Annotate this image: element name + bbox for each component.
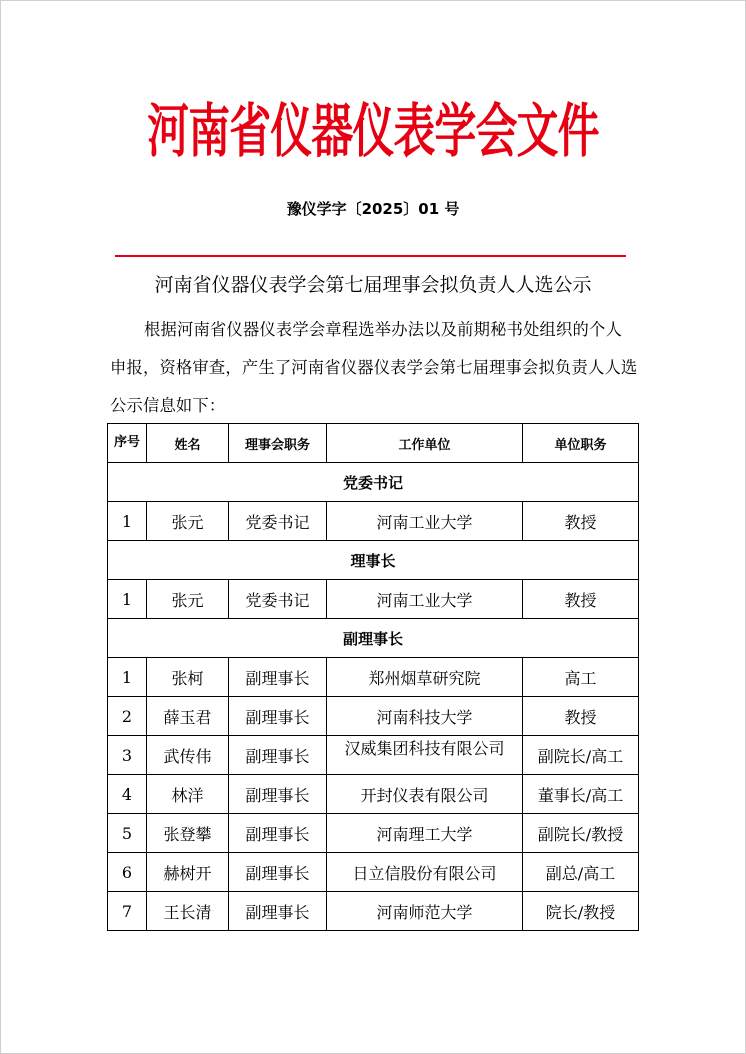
- cell-name: 张登攀: [147, 814, 229, 853]
- table-row: [108, 775, 639, 814]
- cell-position: 副院长/教授: [523, 814, 639, 853]
- table-row: [108, 814, 639, 853]
- header-position: 单位职务: [523, 424, 639, 463]
- cell-seq: 1: [108, 502, 147, 541]
- table-row: [108, 697, 639, 736]
- cell-seq: 6: [108, 853, 147, 892]
- cell-name: 薛玉君: [147, 697, 229, 736]
- section-row: [108, 541, 639, 580]
- cell-position: 副院长/高工: [523, 736, 639, 775]
- cell-council-role: 副理事长: [229, 814, 327, 853]
- section-row: [108, 463, 639, 502]
- cell-position: 院长/教授: [523, 892, 639, 931]
- cell-council-role: 副理事长: [229, 658, 327, 697]
- red-divider-line: [115, 255, 626, 257]
- candidate-table: [107, 423, 639, 931]
- cell-seq: 3: [108, 736, 147, 775]
- table-row: [108, 580, 639, 619]
- section-title: 副理事长: [108, 619, 639, 658]
- cell-employer: 河南工业大学: [327, 580, 523, 619]
- cell-council-role: 党委书记: [229, 502, 327, 541]
- cell-name: 武传伟: [147, 736, 229, 775]
- cell-employer: 河南工业大学: [327, 502, 523, 541]
- cell-name: 张柯: [147, 658, 229, 697]
- header-council-role: 理事会职务: [229, 424, 327, 463]
- cell-seq: 2: [108, 697, 147, 736]
- cell-employer: 河南科技大学: [327, 697, 523, 736]
- cell-name: 王长清: [147, 892, 229, 931]
- cell-seq: 1: [108, 658, 147, 697]
- cell-position: 高工: [523, 658, 639, 697]
- table-row: [108, 892, 639, 931]
- cell-name: 林洋: [147, 775, 229, 814]
- notice-title: 河南省仪器仪表学会第七届理事会拟负责人人选公示: [154, 274, 592, 296]
- cell-name: 张元: [147, 502, 229, 541]
- section-title: 理事长: [108, 541, 639, 580]
- document-number: 豫仪学字〔2025〕01 号: [286, 200, 460, 218]
- cell-position: 副总/高工: [523, 853, 639, 892]
- cell-employer: 汉威集团科技有限公司: [327, 736, 523, 775]
- cell-seq: 4: [108, 775, 147, 814]
- cell-council-role: 副理事长: [229, 736, 327, 775]
- cell-council-role: 副理事长: [229, 775, 327, 814]
- header-name: 姓名: [147, 424, 229, 463]
- cell-position: 教授: [523, 697, 639, 736]
- cell-council-role: 党委书记: [229, 580, 327, 619]
- cell-seq: 1: [108, 580, 147, 619]
- cell-seq: 5: [108, 814, 147, 853]
- cell-council-role: 副理事长: [229, 892, 327, 931]
- table-row: [108, 736, 639, 775]
- cell-position: 董事长/高工: [523, 775, 639, 814]
- cell-employer: 河南师范大学: [327, 892, 523, 931]
- cell-employer: 郑州烟草研究院: [327, 658, 523, 697]
- table-row: [108, 853, 639, 892]
- table-row: [108, 658, 639, 697]
- table-body: [108, 463, 639, 931]
- cell-council-role: 副理事长: [229, 853, 327, 892]
- cell-seq: 7: [108, 892, 147, 931]
- cell-position: 教授: [523, 580, 639, 619]
- table-header-row: [108, 424, 639, 463]
- cell-employer: 开封仪表有限公司: [327, 775, 523, 814]
- section-title: 党委书记: [108, 463, 639, 502]
- cell-employer: 日立信股份有限公司: [327, 853, 523, 892]
- cell-position: 教授: [523, 502, 639, 541]
- cell-council-role: 副理事长: [229, 697, 327, 736]
- cell-name: 赫树开: [147, 853, 229, 892]
- notice-intro-paragraph: 根据河南省仪器仪表学会章程选举办法以及前期秘书处组织的个人申报，资格审查，产生了河南省仪器仪表学会第七届理事会拟负责人人选公示信息如下：: [110, 320, 638, 415]
- table-row: [108, 502, 639, 541]
- section-row: [108, 619, 639, 658]
- header-employer: 工作单位: [327, 424, 523, 463]
- cell-name: 张元: [147, 580, 229, 619]
- document-title: 河南省仪器仪表学会文件: [147, 97, 599, 165]
- cell-employer: 河南理工大学: [327, 814, 523, 853]
- header-seq: 序号: [108, 424, 147, 463]
